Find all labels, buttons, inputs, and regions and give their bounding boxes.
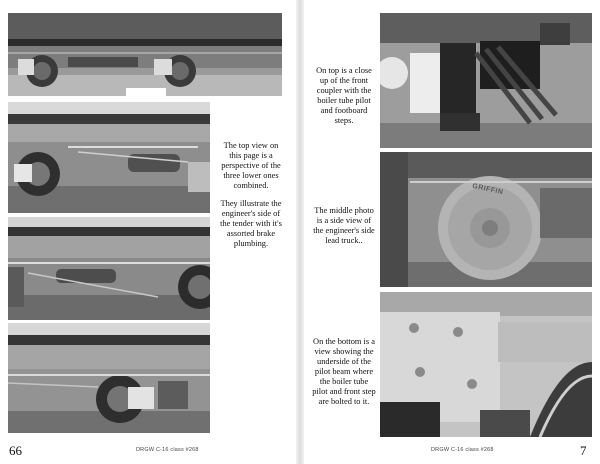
caption-front-coupler: On top is a close up of the front coupler with the boiler tube pilot and footboard steps. xyxy=(316,66,372,125)
right-running-footer: DRGW C-16 class #268 xyxy=(431,447,494,453)
tender-brake-photo-4 xyxy=(8,323,210,433)
caption-engineer-side: They illustrate the engineer's side of the tender with it's assorted brake plumbing. xyxy=(220,199,282,248)
right-page-number: 7 xyxy=(580,443,587,458)
pilot-beam-underside-photo xyxy=(380,292,592,437)
page-gutter xyxy=(296,0,304,464)
left-page-number: 66 xyxy=(9,443,22,458)
caption-pilot-beam: On the bottom is a view showing the underside of the pilot beam where the boiler tube pilot and front step are bolted to it. xyxy=(312,337,376,406)
tender-brake-photo-2 xyxy=(8,102,210,213)
front-coupler-photo xyxy=(380,13,592,148)
tender-truck-photo-1 xyxy=(8,13,282,96)
caption-lead-truck: The middle photo is a side view of the engineer's side lead truck.. xyxy=(313,206,375,245)
caption-top-view: The top view on this page is a perspective of the three lower ones combined. xyxy=(221,141,281,190)
lead-truck-photo xyxy=(380,152,592,287)
left-running-footer: DRGW C-16 class #268 xyxy=(136,447,199,453)
truck-hub-lettering: GRIFFIN xyxy=(471,182,504,197)
tender-brake-photo-3 xyxy=(8,217,210,320)
